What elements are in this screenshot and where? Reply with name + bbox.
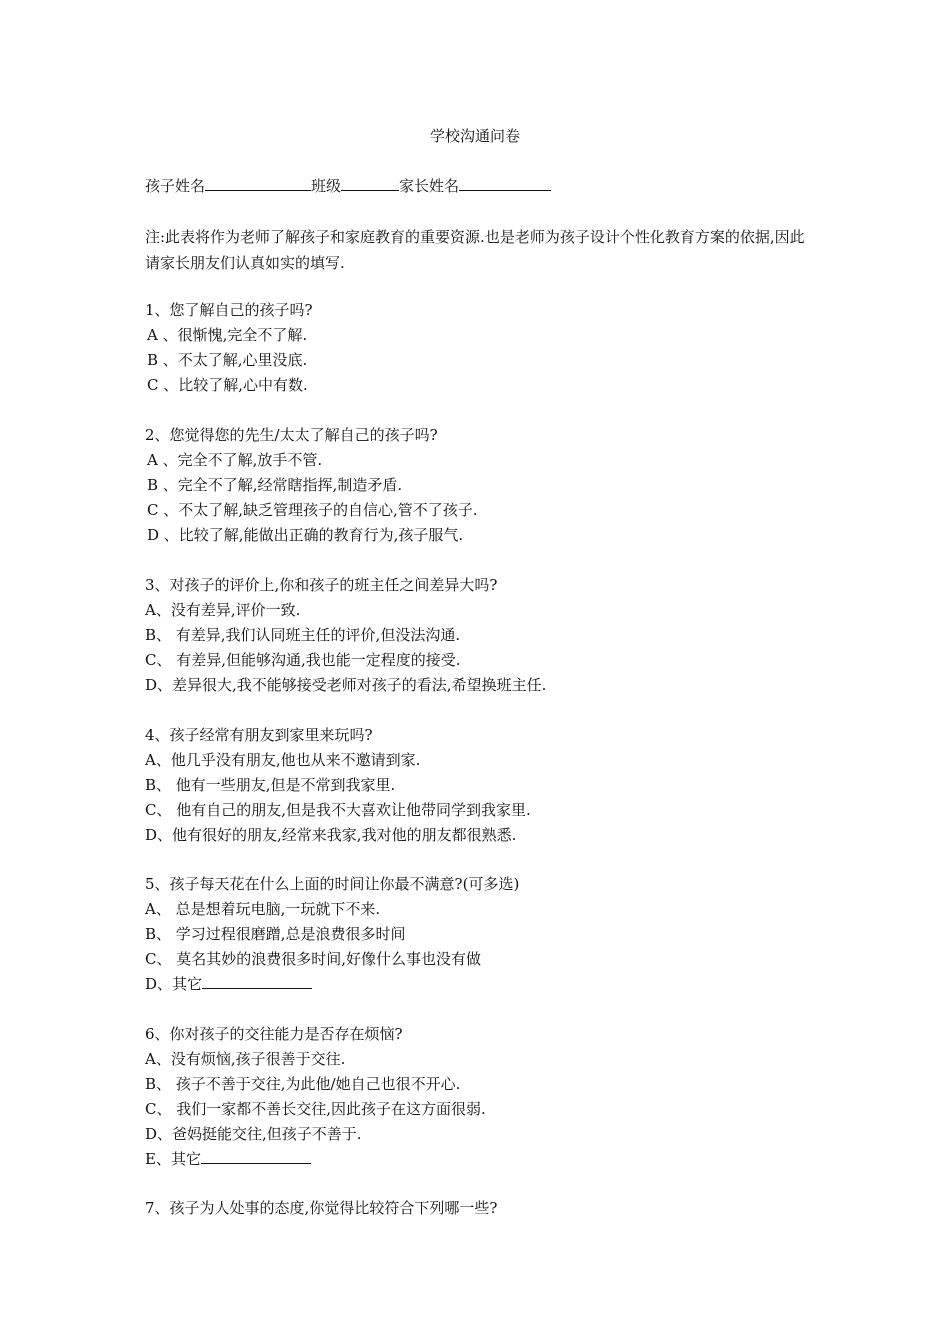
question-4: 4、孩子经常有朋友到家里来玩吗? xyxy=(145,726,373,744)
q6-other-field[interactable] xyxy=(201,1149,311,1164)
page-title: 学校沟通问卷 xyxy=(429,127,520,145)
q2-option-b: B 、完全不了解,经常瞎指挥,制造矛盾. xyxy=(147,476,403,494)
q2-option-c: C 、不太了解,缺乏管理孩子的自信心,管不了孩子. xyxy=(147,501,478,519)
q1-option-b: B 、不太了解,心里没底. xyxy=(147,351,308,369)
child-name-field[interactable] xyxy=(205,176,311,191)
parent-name-field[interactable] xyxy=(459,176,551,191)
q6-option-c: C、 我们一家都不善长交往,因此孩子在这方面很弱. xyxy=(145,1100,486,1118)
parent-name-label: 家长姓名 xyxy=(399,177,460,195)
q3-option-c: C、 有差异,但能够沟通,我也能一定程度的接受. xyxy=(145,651,461,669)
q5-other-field[interactable] xyxy=(202,974,312,989)
question-7: 7、孩子为人处事的态度,你觉得比较符合下列哪一些? xyxy=(145,1199,498,1217)
question-6: 6、你对孩子的交往能力是否存在烦恼? xyxy=(145,1025,403,1043)
q4-option-b: B、 他有一些朋友,但是不常到我家里. xyxy=(145,776,396,794)
q6-option-e-label: E、其它 xyxy=(145,1150,201,1168)
q2-option-d: D 、比较了解,能做出正确的教育行为,孩子服气. xyxy=(147,526,464,544)
q5-option-a: A、 总是想着玩电脑,一玩就下不来. xyxy=(145,900,381,918)
class-field[interactable] xyxy=(341,176,399,191)
question-1: 1、您了解自己的孩子吗? xyxy=(145,301,313,319)
q6-option-b: B、 孩子不善于交往,为此他/她自己也很不开心. xyxy=(145,1075,461,1093)
q4-option-c: C、 他有自己的朋友,但是我不大喜欢让他带同学到我家里. xyxy=(145,801,531,819)
q3-option-b: B、 有差异,我们认同班主任的评价,但没法沟通. xyxy=(145,626,461,644)
q4-option-a: A、他几乎没有朋友,他也从来不邀请到家. xyxy=(145,751,421,769)
q5-option-c: C、 莫名其妙的浪费很多时间,好像什么事也没有做 xyxy=(145,950,482,968)
q1-option-a: A 、很惭愧,完全不了解. xyxy=(147,326,308,344)
child-name-label: 孩子姓名 xyxy=(145,177,206,195)
q1-option-c: C 、比较了解,心中有数. xyxy=(147,376,308,394)
q3-option-a: A、没有差异,评价一致. xyxy=(145,601,301,619)
q5-option-b: B、 学习过程很磨蹭,总是浪费很多时间 xyxy=(145,925,406,943)
q2-option-a: A 、完全不了解,放手不管. xyxy=(147,451,323,469)
q5-option-d-label: D、其它 xyxy=(145,975,203,993)
question-2: 2、您觉得您的先生/太太了解自己的孩子吗? xyxy=(145,426,438,444)
instruction-note: 注:此表将作为老师了解孩子和家庭教育的重要资源.也是老师为孩子设计个性化教育方案的依据,因此请家长朋友们认真如实的填写. xyxy=(145,228,805,272)
q6-option-e xyxy=(145,1147,311,1171)
class-label: 班级 xyxy=(311,177,342,195)
q6-option-a: A、没有烦恼,孩子很善于交往. xyxy=(145,1050,346,1068)
q5-option-d xyxy=(145,972,312,996)
header-fields xyxy=(145,174,551,198)
q6-option-d: D、爸妈挺能交往,但孩子不善于. xyxy=(145,1125,362,1143)
question-5: 5、孩子每天花在什么上面的时间让你最不满意?(可多选) xyxy=(145,875,520,893)
q3-option-d: D、差异很大,我不能够接受老师对孩子的看法,希望换班主任. xyxy=(145,676,547,694)
question-3: 3、对孩子的评价上,你和孩子的班主任之间差异大吗? xyxy=(145,576,498,594)
q4-option-d: D、他有很好的朋友,经常来我家,我对他的朋友都很熟悉. xyxy=(145,826,517,844)
